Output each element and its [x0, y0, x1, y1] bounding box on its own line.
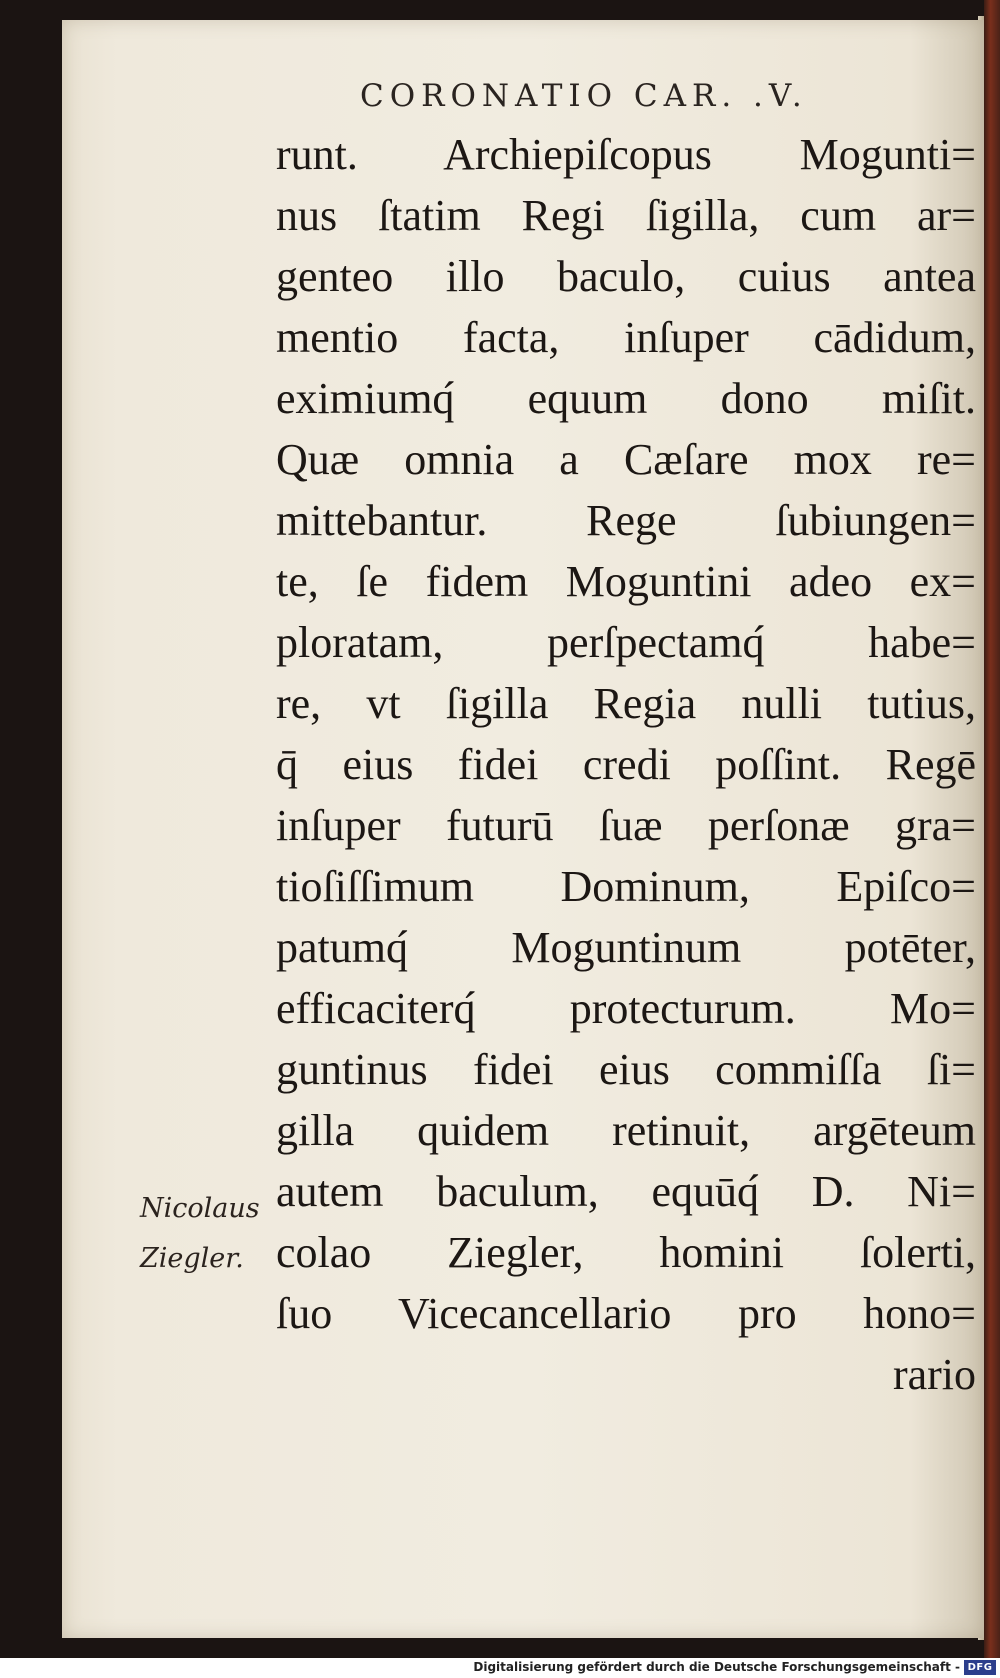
running-head: CORONATIO CAR. .V.	[360, 78, 808, 114]
text-line: gilla quidem retinuit, argēteum	[276, 1106, 976, 1155]
marginal-note-line: Ziegler.	[140, 1243, 244, 1274]
text-line: mentio facta, inſuper cādidum,	[276, 313, 976, 362]
text-line: eximiumq́ equum dono miſit.	[276, 374, 976, 423]
text-line: ploratam, perſpectamq́ habe=	[276, 618, 976, 667]
text-line: te, ſe fidem Moguntini adeo ex=	[276, 557, 976, 606]
text-line: nus ſtatim Regi ſigilla, cum ar=	[276, 191, 976, 240]
text-line: mittebantur. Rege ſubiungen=	[276, 496, 976, 545]
text-line: patumq́ Moguntinum potēter,	[276, 923, 976, 972]
text-line: inſuper futurū ſuæ perſonæ gra=	[276, 801, 976, 850]
text-line: genteo illo baculo, cuius antea	[276, 252, 976, 301]
dfg-logo: DFG	[964, 1660, 996, 1675]
text-line: tioſiſſimum Dominum, Epiſco=	[276, 862, 976, 911]
book-cover-edge	[984, 0, 1000, 1658]
text-line: runt. Archiepiſcopus Mogunti=	[276, 130, 976, 179]
marginal-note	[140, 1184, 260, 1284]
text-line: colao Ziegler, homini ſolerti,	[276, 1228, 976, 1277]
text-line: ſuo Vicecancellario pro hono=	[276, 1289, 976, 1338]
text-line: re, vt ſigilla Regia nulli tutius,	[276, 679, 976, 728]
text-line: q̄ eius fidei credi poſſint. Regē	[276, 740, 976, 789]
body-text	[276, 124, 976, 1405]
text-line: efficaciterq́ protecturum. Mo=	[276, 984, 976, 1033]
text-line: Quæ omnia a Cæſare mox re=	[276, 435, 976, 484]
marginal-note-line: Nicolaus	[140, 1193, 260, 1224]
text-line: guntinus fidei eius commiſſa ſi=	[276, 1045, 976, 1094]
digitization-credit: Digitalisierung gefördert durch die Deutsche Forschungsgemeinschaft -	[473, 1660, 960, 1674]
catchword: rario	[892, 1350, 976, 1399]
text-line: autem baculum, equūq́ D. Ni=	[276, 1167, 976, 1216]
